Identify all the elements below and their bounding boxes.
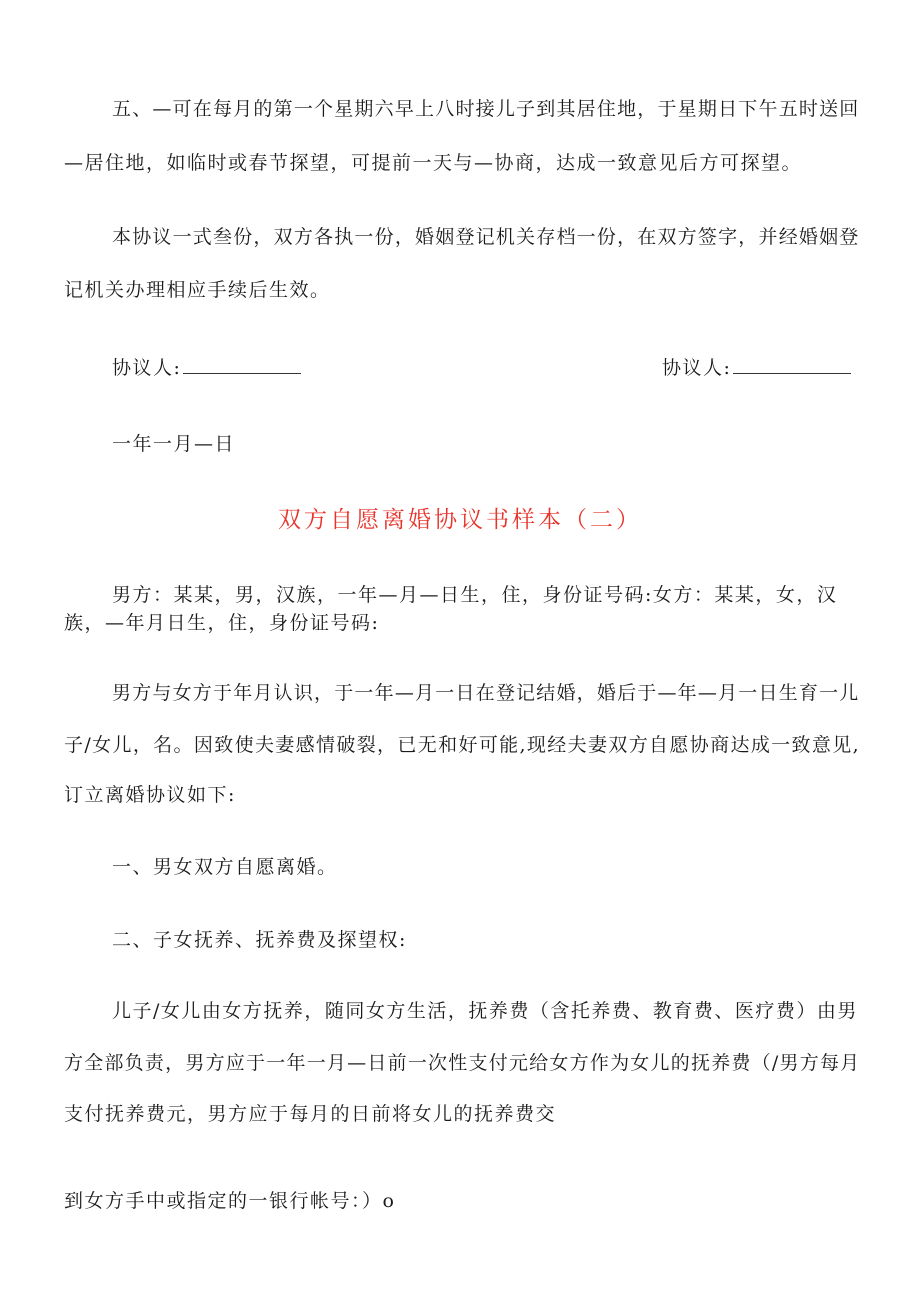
copies-line1: 本协议一式叁份，双方各执一份，婚姻登记机关存档一份，在双方签字，并经婚姻登 (112, 226, 860, 248)
intro-line3: 订立离婚协议如下: (64, 784, 236, 806)
signature-left (112, 355, 301, 380)
item1: 一、男女双方自愿离婚。 (112, 856, 338, 878)
item2: 二、子女抚养、抚养费及探望权: (112, 929, 407, 951)
date-line: 一年一月—日 (112, 433, 236, 455)
copies-line2: 记机关办理相应手续后生效。 (64, 279, 331, 301)
signature-right-label: 协议人: (662, 357, 732, 379)
parties-line2: 族，—年月日生，住，身份证号码: (64, 612, 380, 634)
signature-right (662, 355, 851, 380)
signature-left-blank (183, 355, 301, 374)
custody-line2: 方全部负责，男方应于一年一月—日前一次性支付元给女方作为女儿的抚养费（/男方每月 (64, 1052, 861, 1074)
intro-line1: 男方与女方于年月认识，于一年—月一日在登记结婚，婚后于—年—月一日生育一儿 (112, 682, 860, 704)
signature-left-label: 协议人: (112, 357, 182, 379)
section5-line1: 五、—可在每月的第一个星期六早上八时接儿子到其居住地，于星期日下午五时送回 (112, 98, 860, 120)
signature-right-blank (733, 355, 851, 374)
document-title: 双方自愿离婚协议书样本（二） (278, 507, 642, 533)
custody-line4: 到女方手中或指定的一银行帐号：）o (64, 1190, 396, 1212)
custody-line3: 支付抚养费元，男方应于每月的日前将女儿的抚养费交 (64, 1103, 557, 1125)
custody-line1: 儿子/女儿由女方抚养，随同女方生活，抚养费（含托养费、教育费、医疗费）由男 (112, 1000, 858, 1022)
parties-line1: 男方：某某，男，汉族，一年—月—日生，住，身份证号码:女方：某某，女，汉 (112, 584, 838, 606)
intro-line2: 子/女儿，名。因致使夫妻感情破裂，已无和好可能,现经夫妻双方自愿协商达成一致意见, (64, 734, 860, 756)
section5-line2: —居住地，如临时或春节探望，可提前一天与—协商，达成一致意见后方可探望。 (64, 152, 803, 174)
